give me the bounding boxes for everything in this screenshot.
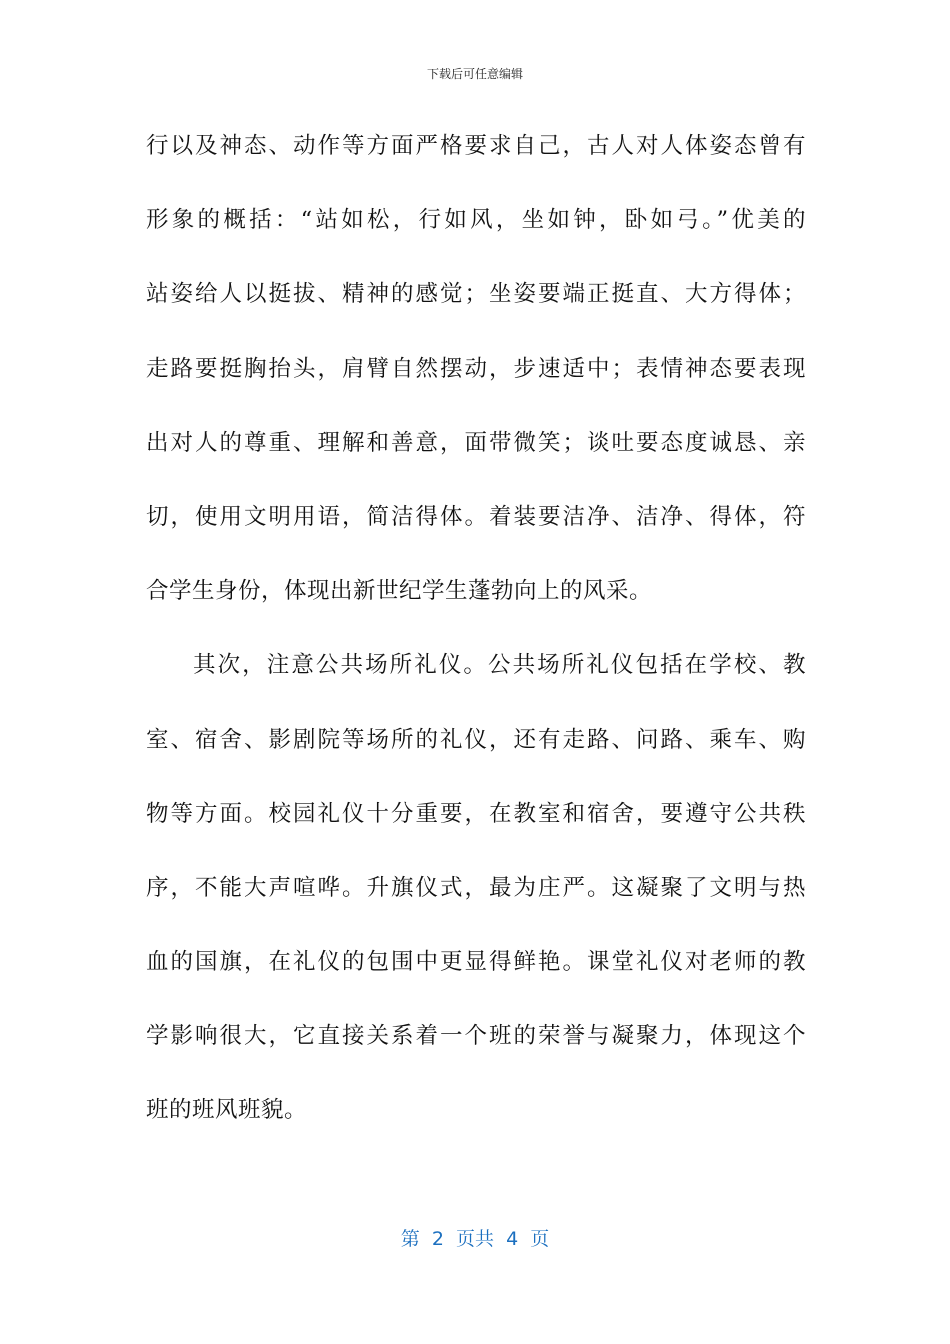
paragraph-first-line: 其次，注意公共场所礼仪。公共场所礼仪包括在学校、教	[193, 652, 806, 679]
text-line: 切，使用文明用语，简洁得体。着装要洁净、洁净、得体，符	[146, 503, 806, 530]
text-line: 血的国旗，在礼仪的包围中更显得鲜艳。课堂礼仪对老师的教	[146, 949, 806, 976]
text-line: 出对人的尊重、理解和善意，面带微笑；谈吐要态度诚恳、亲	[146, 429, 806, 456]
document-body	[146, 126, 806, 1165]
text-line: 站姿给人以挺拔、精神的感觉；坐姿要端正挺直、大方得体；	[146, 281, 806, 308]
text-line: 走路要挺胸抬头，肩臂自然摆动，步速适中；表情神态要表现	[146, 355, 806, 382]
text-line: 室、宿舍、影剧院等场所的礼仪，还有走路、问路、乘车、购	[146, 726, 806, 753]
page-header: 下载后可任意编辑	[426, 67, 523, 81]
text-line: 形象的概括：“站如松，行如风，坐如钟，卧如弓。”优美的	[146, 207, 806, 234]
text-line: 物等方面。校园礼仪十分重要，在教室和宿舍，要遵守公共秩	[146, 800, 806, 827]
paragraph-end-line: 合学生身份，体现出新世纪学生蓬勃向上的风采。	[146, 578, 653, 605]
text-line: 序，不能大声喧哗。升旗仪式，最为庄严。这凝聚了文明与热	[146, 874, 806, 901]
page-number-footer: 第 2 页共 4 页	[400, 1228, 550, 1250]
paragraph-end-line: 班的班风班貌。	[146, 1097, 308, 1124]
text-line: 行以及神态、动作等方面严格要求自己，古人对人体姿态曾有	[146, 133, 806, 159]
text-line: 学影响很大，它直接关系着一个班的荣誉与凝聚力，体现这个	[146, 1023, 806, 1050]
